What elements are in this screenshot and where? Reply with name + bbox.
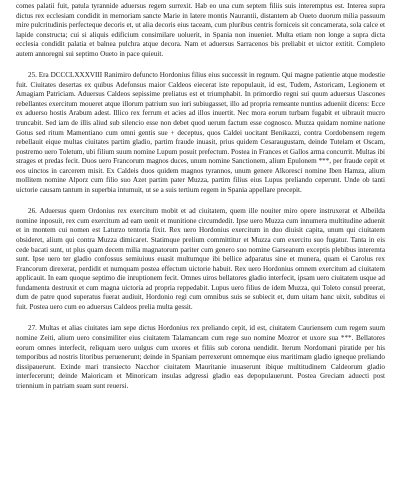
paragraph-26: 26. Aduersus quem Ordonius rex exercitum mobit et ad ciuitatem, quem ille nouiter miro opere instruxerat et Albeilda nomine inposuit, rex cum exercitum ad eam uenit et munitione circumdedit. Ipse uero Muzza cum innumera multitudine aduenit et in montem cui nomen est Laturzo tentoria fixit. Rex uero Hordonius exercitum in duo diuisit capita, unum qui ciuitatem obsideret, alium qui contra Muzza dimicaret. Statimque prelium committitur et Muzza cum exercitu suo fugatur. Tanta in eis cede bacati sunt, ut plus quam decem milia magnatorum pariter cum genero suo nomine Garseanum exceptis plebibus interemta sunt. Ipse uero ter gladio confossus semiuiuus euasit multumque ibi bellice adparatus sine et munera, quam ei Carolus rex Francorum direxerat, perdidit et numquam postea effectum uictorie habuit. Rex uero Hordonius omnem exercitum ad ciuitatem applicauit. In eam quoque septimo die inruptionem fecit. Omnes uiros bellatores gladio interfecit, ipsam uero ciuitatem usque ad fundamenta destruxit et cum magna uictoria ad propria reppedabit. Lupus uero filius de idem Muzza, qui Toleto consul preerat, dum de patre quod superatus fuerat audiuit, Hordonio regi cum omnibus suis se subiecit et, dum uitam hanc uixit, subditus ei fuit. Postea uero cum eo aduersus Caldeos prelia multa gessit.: [16, 207, 385, 311]
paragraph-gap: [16, 195, 385, 207]
paragraph-gap: [16, 312, 385, 324]
paragraph-27: 27. Multas et alias ciuitates iam sepe dictus Hordonius rex preliando cepit, id est, ciuitatem Cauriensem cum regem suum nomine Zeiti, alium uero consimiliter eius ciuitatem Talamancam cum rege suo nomine Mozror et uxore sua ***. Bellatores eorum omnes interfecit, reliquam uero uulgus cum uxores et filiis sub corona uendidit. Iterum Nordomani piratide per his temporibus ad nostris litoribus peruenerunt; deinde in Spaniam perrexerunt omnemque eius maritimam gladio igneque preliando dissipauerunt. Exinde mari transiecto Nacchor ciuitatem Mauritanie inuaserunt ibique multitudinem Caldeorum gladio interfecerunt; deinde Maioricam et Minoricam insulas adgressi gladio eas depopulauerunt. Postea Greciam aduecti post triennium in patriam suam sunt reuersi.: [16, 324, 385, 390]
paragraph-gap: [16, 59, 385, 71]
paragraph-25: 25. Era DCCCLXXXVIII Ranimiro defuncto Hordonius filius eius successit in regnum. Qui magne patientie atque modestie fuit. Ciuitates desertas ex quibus Adefonsus maior Caldeos eiecerat iste repopulauit, id est, Tudem, Astoricam, Legionem et Amagiam Patriciam. Aduersus Caldeos sepissime preliatus est et triumphabit. In primordio regni sui quum aduersus Uascones rebellantes exercitum moueret atque illorum patrium suo iuri subiugasset, illo ad propria remeante nuntius adueniit dicens: Ecce ex aduerso hostis Arabum adest. Illico rex ferrum et acies ad illos inuertit. Nec mora eorum turbam fugabit et uibrauit mucro truncabit. Sed iam de illis aliud sub silencio esse non debet quod uerum factum esse cognosco. Muzza quidam nomine natione Gotus sed ritum Mamentiano cum omni gentis sue + deceptus, quos Caldei uocitant Benikazzi, contra Cordobensem regem rebellauit eique multas ciuitates partim gladio, partim fraude inuasit, prius quidem Cesaraugustam, deinde Tutelam et Oscam, postremo uero Toletum, ubi filium suum nomine Lupum posuit prefectum. Postea in Frances et Gallos arma concurrit. Multas ibi strages et predas fecit. Duos uero Francorum magnos duces, unum nomine Sanctionem, alium Epulonem ***, per fraude cepit et eos uinctos in carcerem misit. Ex Caldeis duos quidem magnos tyrannos, unum genere Alkoresci nomine Iben Hamza, alium mollitem nomine Alporz cum filio suo Azet partim pater Muzza, partim filius eius Lupus preliando ceperunt. Unde ob tanti uictorie causam tantum in superbia intumuit, ut se a suis tertium regem in Spania appellare precepit.: [16, 71, 385, 194]
paragraph-continuation: comes palatii fuit, patula tyrannide aduersus regem surrexit. Hab eo una cum septem filiis suis interemptus est. Interea supra dictus rex ecclesiam condidit in memoriam sancte Marie in latere montis Naurantii, distantem ab Oueto duorum milia passuum mire pulcritudinis perfecteque decoris et, ut alia decoris eius taceam, cum pluribus centris forniceis sit concamerata, sola calce et lapide constructa; cui si aliquis edificium consimilare uoluerit, in Spania non inueniet. Multa etiam non longe a supra dicta ecclesia condidit palatia et balnea pulchra atque decora. Nam et aduersus Sarracenos bis preliabit et uictor extitit. Completo autem annoregni sui septimo Oueto in pace quieuit.: [16, 2, 385, 58]
